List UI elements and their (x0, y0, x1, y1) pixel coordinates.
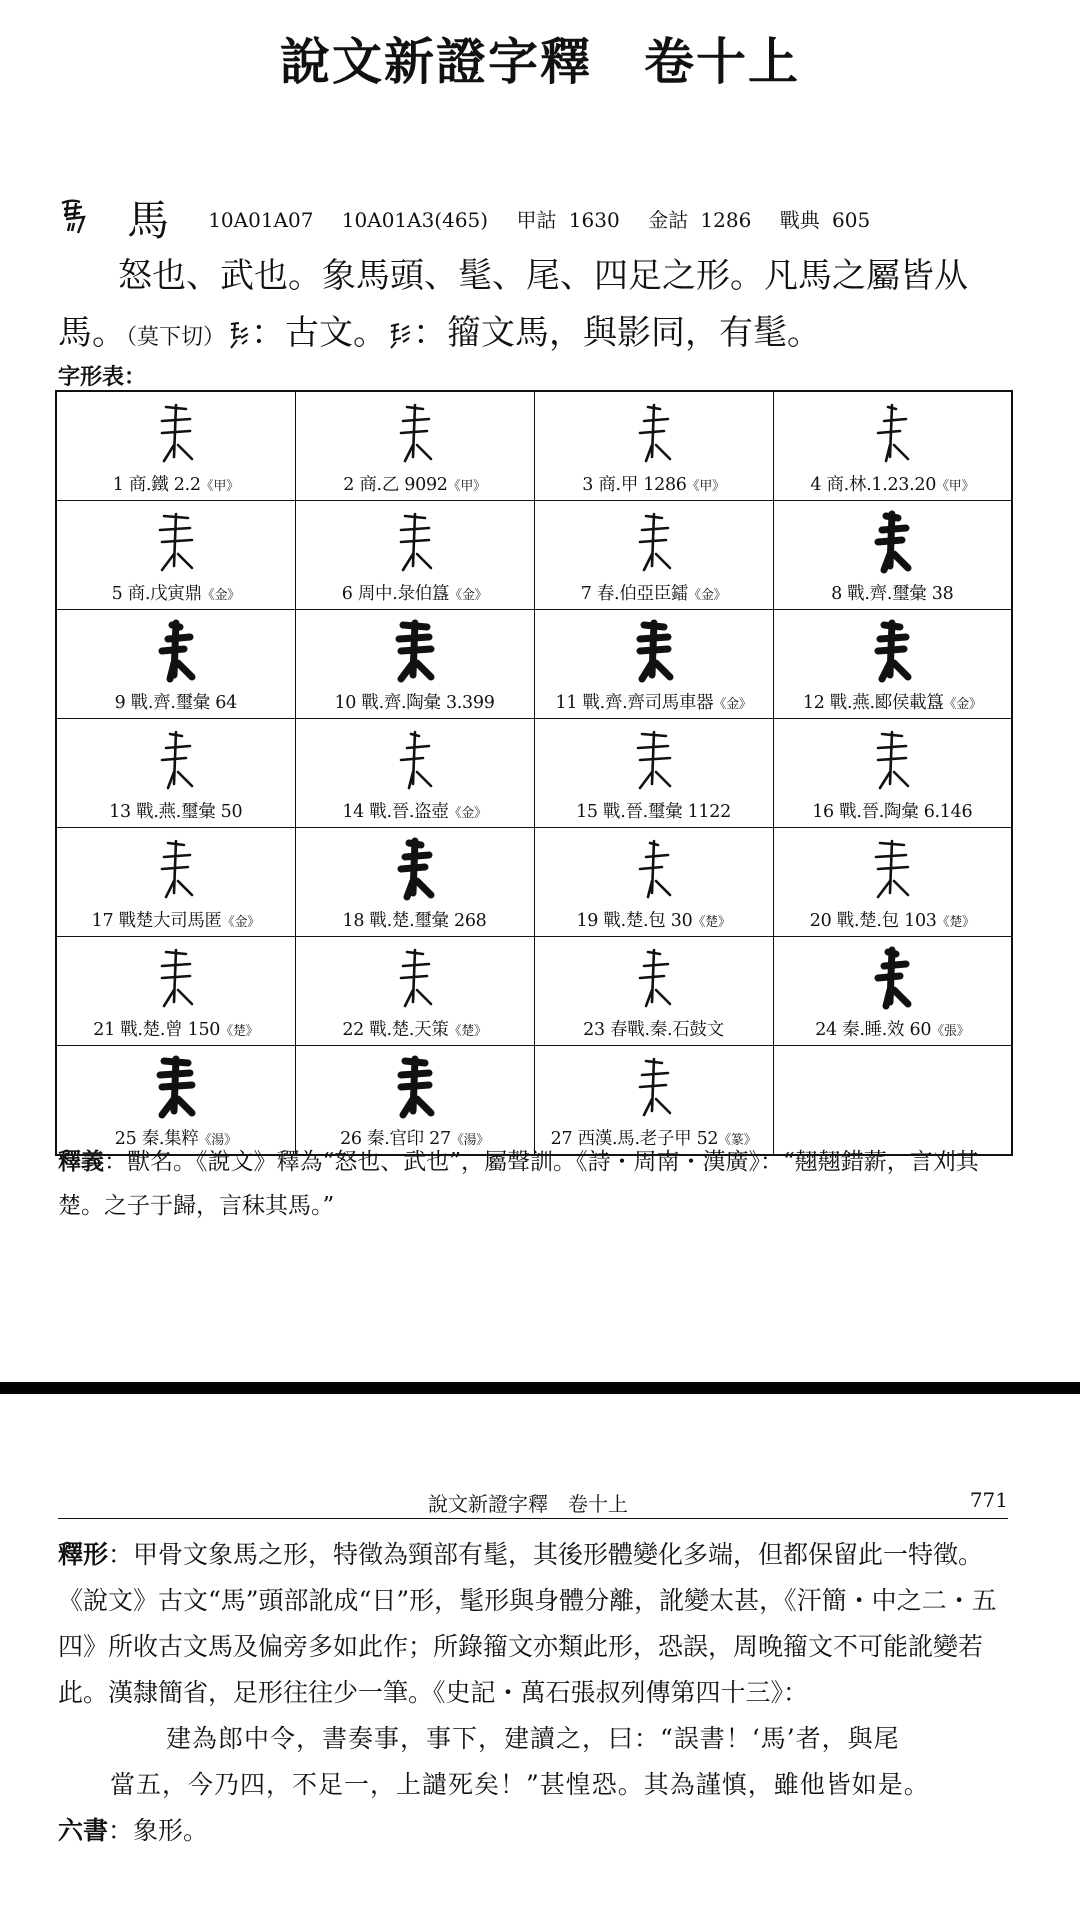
guwen-note: ：古文。 (251, 313, 388, 353)
glyph-number: 7 (580, 584, 592, 604)
horse-glyph-image (126, 1053, 226, 1123)
glyph-caption (803, 693, 982, 713)
glyph-table-row (56, 610, 1012, 719)
glyph-caption (342, 911, 486, 931)
glyph-cell (295, 719, 534, 828)
glyph-source-type: 《甲》 (447, 479, 486, 494)
glyph-number: 19 (576, 911, 599, 931)
glyph-source-text: 商.鐵 2.2 (128, 475, 201, 495)
pronunciation: （莫下切） (126, 325, 226, 350)
glyph-caption (576, 802, 731, 822)
page-number: 771 (969, 1488, 1008, 1512)
glyph-caption (556, 693, 752, 713)
running-head (58, 1488, 1008, 1519)
glyph-number: 15 (576, 802, 598, 822)
horse-glyph-image (604, 508, 704, 578)
liushu-label: 六書 (58, 1816, 109, 1845)
horse-glyph-image (126, 944, 226, 1014)
glyph-caption (113, 475, 239, 495)
horse-glyph-image (365, 508, 465, 578)
glyph-caption (93, 1020, 258, 1040)
glyph-cell (534, 1046, 773, 1156)
glyph-cell (773, 610, 1012, 719)
glyph-number: 14 (342, 802, 364, 822)
glyph-source-text: 秦.睡.效 60 (842, 1020, 932, 1040)
horse-glyph-image (842, 399, 942, 469)
glyph-number: 27 (550, 1129, 573, 1149)
explanation-text: ：獸名。《說文》釋為“怒也、武也”，屬聲訓。《詩・周南・漢廣》：“翹翹錯薪，言刈其楚。之子于歸，言秣其馬。” (58, 1149, 979, 1219)
glyph-source-text: 戰.齊.齊司馬車器 (582, 693, 714, 713)
definition-text: 怒也、武也。象馬頭、髦、尾、四足之形。凡馬之屬皆从馬。 (58, 256, 968, 353)
glyph-cell (534, 937, 773, 1046)
quote-line-2: 當五，今乃四，不足一，上譴死矣！”甚惶恐。其為謹慎，雖他皆如是。 (110, 1770, 930, 1799)
glyph-cell (295, 937, 534, 1046)
glyph-source-text: 戰.晉.璽彙 1122 (603, 802, 731, 822)
glyph-source-type: 《甲》 (200, 479, 239, 494)
glyph-table-row (56, 937, 1012, 1046)
glyph-table-row (56, 828, 1012, 937)
glyph-cell (295, 828, 534, 937)
glyph-number: 12 (802, 693, 825, 713)
quote-line-1: 建為郎中令，書奏事，事下，建讀之，曰：“誤書！‘馬’者，與尾 (166, 1724, 900, 1753)
glyph-cell (56, 828, 295, 937)
glyph-source-text: 秦.集粹 (141, 1129, 199, 1149)
shape-text: ：甲骨文象馬之形，特徵為頸部有髦，其後形體變化多端，但都保留此一特徵。《說文》古文“馬”頭部訛成“日”形，髦形與身體分離，訛變太甚，《汗簡・中之二・五四》所收古文馬及偏旁多如此作；所錄籀文亦類此形，恐誤，周晚籀文不可能訛變若此。漢隸簡省，足形往往少一筆。《史記・萬石張叔列傳第四十三》： (58, 1540, 997, 1707)
seal-script-horse-glyph (56, 197, 96, 239)
glyph-caption (115, 693, 237, 713)
glyph-cell (56, 719, 295, 828)
glyph-number: 25 (114, 1129, 137, 1149)
horse-glyph-image (126, 726, 226, 796)
glyph-caption (810, 911, 975, 931)
horse-glyph-image (842, 944, 942, 1014)
explanation-label: 釋義 (58, 1148, 104, 1175)
guwen-glyph (225, 320, 251, 350)
horse-glyph-image (842, 508, 942, 578)
glyph-source-text: 商.林.1.23.20 (826, 475, 937, 495)
glyph-number: 23 (583, 1020, 605, 1040)
glyph-caption (815, 1020, 969, 1040)
glyph-caption (576, 911, 730, 931)
glyph-source-text: 戰.齊.璽彙 38 (847, 584, 954, 604)
code-2: 10A01A3(465) (341, 207, 489, 232)
glyph-cell (773, 828, 1012, 937)
horse-glyph-image (604, 726, 704, 796)
glyph-table-row (56, 391, 1012, 501)
horse-glyph-image (604, 944, 704, 1014)
glyph-cell (773, 937, 1012, 1046)
glyph-caption (810, 475, 974, 495)
glyph-number: 16 (812, 802, 834, 822)
horse-glyph-image (365, 835, 465, 905)
horse-glyph-image (365, 726, 465, 796)
horse-glyph-image (126, 617, 226, 687)
zhouwen-note: ：籀文馬，與影同，有髦。 (413, 313, 822, 353)
glyph-cell (773, 719, 1012, 828)
glyph-source-type: 《金》 (943, 697, 982, 712)
glyph-source-type: 《金》 (713, 697, 752, 712)
glyph-cell (56, 610, 295, 719)
horse-glyph-image (365, 399, 465, 469)
glyph-table (55, 390, 1013, 1156)
entry-definition (58, 248, 1018, 366)
glyph-source-type: 《甲》 (686, 479, 725, 494)
glyph-cell (534, 828, 773, 937)
horse-glyph-image (842, 617, 942, 687)
glyph-caption (583, 1020, 724, 1040)
glyph-number: 10 (334, 693, 357, 713)
horse-glyph-image (126, 835, 226, 905)
glyph-source-text: 秦.官印 27 (367, 1129, 451, 1149)
glyph-table-label: 字形表： (58, 364, 147, 390)
glyph-source-text: 戰.齊.璽彙 64 (130, 693, 237, 713)
running-title: 說文新證字釋 卷十上 (428, 1492, 628, 1516)
glyph-number: 3 (582, 475, 594, 495)
glyph-cell (773, 1046, 1012, 1156)
glyph-cell (56, 937, 295, 1046)
glyph-cell (534, 391, 773, 501)
glyph-number: 24 (815, 1020, 837, 1040)
glyph-source-text: 戰楚大司馬匿 (118, 911, 222, 931)
glyph-source-type: 《金》 (448, 806, 487, 821)
glyph-table-row (56, 1046, 1012, 1156)
glyph-number: 21 (93, 1020, 115, 1040)
horse-glyph-image (365, 617, 465, 687)
glyph-number: 17 (91, 911, 114, 931)
glyph-source-type: 《湯》 (198, 1133, 237, 1148)
glyph-source-text: 商.甲 1286 (598, 475, 687, 495)
glyph-cell (56, 391, 295, 501)
entry-header (56, 188, 886, 248)
glyph-source-type: 《篆》 (718, 1133, 757, 1148)
page-divider (0, 1382, 1080, 1394)
glyph-source-text: 戰.燕.郾侯載簋 (829, 693, 944, 713)
horse-glyph-image (365, 944, 465, 1014)
glyph-number: 13 (109, 802, 131, 822)
glyph-cell (773, 391, 1012, 501)
shape-paragraph (58, 1532, 1018, 1716)
entry-character: 馬 (127, 196, 170, 245)
glyph-source-text: 戰.楚.璽彙 268 (369, 911, 487, 931)
glyph-caption (343, 475, 485, 495)
code-5: 戰典 605 (779, 207, 871, 232)
glyph-source-text: 戰.楚.包 103 (836, 911, 937, 931)
glyph-caption (334, 693, 494, 713)
glyph-source-text: 戰.齊.陶彙 3.399 (361, 693, 495, 713)
glyph-number: 22 (342, 1020, 364, 1040)
glyph-number: 6 (341, 584, 353, 604)
glyph-table-row (56, 501, 1012, 610)
glyph-source-text: 戰.楚.曾 150 (120, 1020, 221, 1040)
glyph-caption (342, 802, 486, 822)
glyph-cell (773, 501, 1012, 610)
glyph-caption (831, 584, 953, 604)
glyph-caption (342, 1020, 486, 1040)
glyph-number: 8 (831, 584, 842, 604)
glyph-caption (582, 475, 724, 495)
glyph-cell (534, 610, 773, 719)
glyph-table-row (56, 719, 1012, 828)
glyph-source-text: 戰.晉.陶彙 6.146 (839, 802, 973, 822)
glyph-source-type: 《金》 (449, 588, 488, 603)
glyph-source-text: 戰.楚.天策 (369, 1020, 449, 1040)
glyph-caption (109, 802, 242, 822)
glyph-number: 1 (112, 475, 124, 495)
quote-block-2 (58, 1762, 1018, 1808)
shape-label: 釋形 (58, 1540, 109, 1569)
glyph-source-text: 西漢.馬.老子甲 52 (577, 1129, 719, 1149)
glyph-source-type: 《金》 (688, 588, 727, 603)
glyph-cell (56, 501, 295, 610)
quote-block (58, 1716, 1018, 1762)
glyph-source-type: 《楚》 (448, 1024, 487, 1039)
glyph-source-text: 戰.燕.璽彙 50 (136, 802, 243, 822)
glyph-cell (295, 391, 534, 501)
zhouwen-glyph (387, 320, 413, 350)
explanation-section (58, 1140, 1018, 1228)
horse-glyph-image (126, 508, 226, 578)
glyph-source-type: 《楚》 (936, 915, 975, 930)
glyph-number: 5 (111, 584, 123, 604)
glyph-caption (112, 584, 240, 604)
glyph-cell (295, 1046, 534, 1156)
code-4: 金詁 1286 (648, 207, 752, 232)
glyph-source-text: 春.伯亞臣鐳 (596, 584, 689, 604)
glyph-caption (92, 911, 260, 931)
glyph-caption (581, 584, 726, 604)
glyph-number: 2 (343, 475, 355, 495)
horse-glyph-image (604, 835, 704, 905)
entry-codes (208, 208, 886, 232)
glyph-source-text: 商.戊寅鼎 (127, 584, 202, 604)
liushu-paragraph (58, 1808, 1018, 1854)
glyph-cell (295, 610, 534, 719)
shape-section (58, 1532, 1018, 1854)
glyph-source-text: 春戰.秦.石鼓文 (610, 1020, 724, 1040)
glyph-cell (534, 501, 773, 610)
horse-glyph-image (604, 617, 704, 687)
glyph-source-text: 商.乙 9092 (359, 475, 448, 495)
glyph-source-type: 《甲》 (936, 479, 975, 494)
horse-glyph-image (365, 1053, 465, 1123)
horse-glyph-image (126, 399, 226, 469)
horse-glyph-image (604, 1053, 704, 1123)
glyph-source-type: 《金》 (221, 915, 260, 930)
glyph-source-type: 《湯》 (450, 1133, 489, 1148)
glyph-number: 26 (340, 1129, 362, 1149)
glyph-cell (534, 719, 773, 828)
glyph-source-text: 周中.彔伯簋 (357, 584, 450, 604)
glyph-source-type: 《金》 (201, 588, 240, 603)
glyph-source-type: 《楚》 (220, 1024, 259, 1039)
horse-glyph-image (604, 399, 704, 469)
glyph-number: 4 (810, 475, 822, 495)
liushu-text: ：象形。 (108, 1816, 209, 1845)
glyph-cell (295, 501, 534, 610)
glyph-number: 11 (555, 693, 578, 713)
glyph-source-text: 戰.楚.包 30 (603, 911, 693, 931)
glyph-number: 20 (809, 911, 832, 931)
horse-glyph-image (842, 726, 942, 796)
glyph-number: 18 (342, 911, 365, 931)
glyph-source-type: 《張》 (931, 1024, 970, 1039)
glyph-cell (56, 1046, 295, 1156)
glyph-caption (342, 584, 487, 604)
glyph-source-type: 《楚》 (692, 915, 731, 930)
code-1: 10A01A07 (208, 207, 314, 232)
glyph-source-text: 戰.晉.盗壺 (369, 802, 449, 822)
horse-glyph-image (842, 835, 942, 905)
glyph-caption (812, 802, 972, 822)
page-title: 說文新證字釋 卷十上 (280, 32, 800, 91)
code-3: 甲詁 1630 (516, 207, 620, 232)
glyph-number: 9 (114, 693, 126, 713)
